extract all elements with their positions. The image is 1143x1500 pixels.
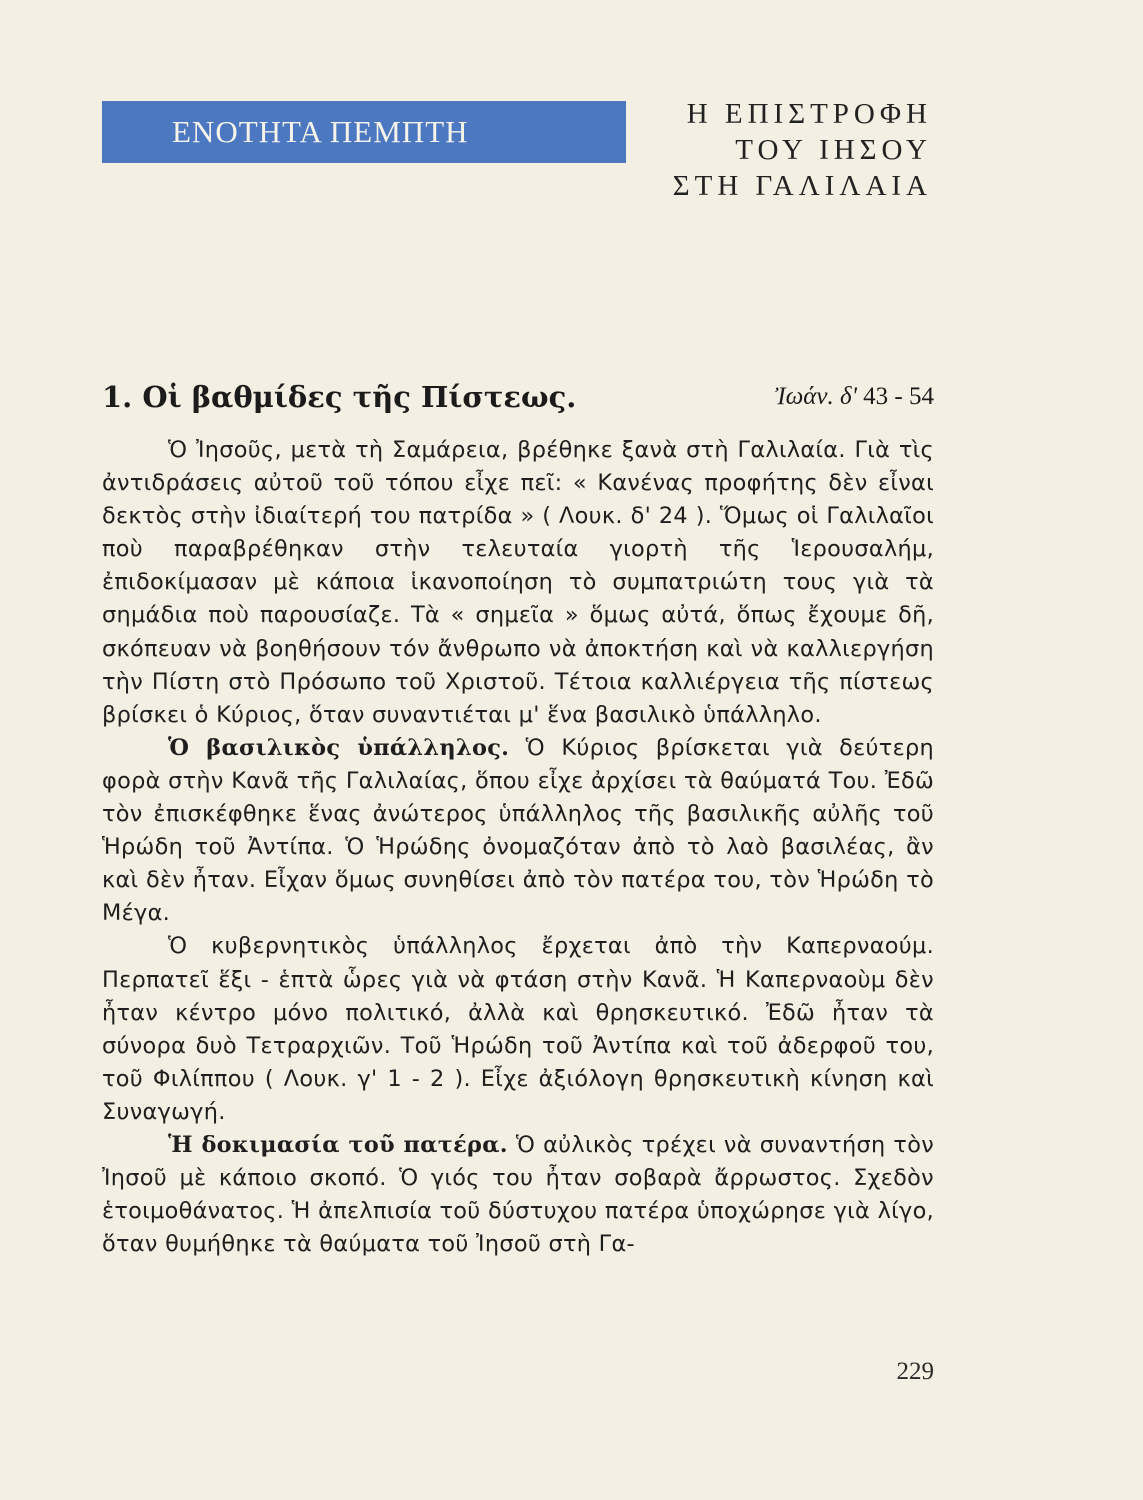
body-text (102, 434, 934, 1261)
paragraph-lead: Ὁ βασιλικὸς ὑπάλληλος. (168, 734, 510, 761)
unit-banner (102, 101, 626, 163)
chapter-title (640, 96, 932, 204)
paragraph-lead: Ἡ δοκιμασία τοῦ πατέρα. (168, 1131, 508, 1158)
section-heading (102, 380, 934, 430)
chapter-title-line: ΤΟΥ ΙΗΣΟΥ (735, 134, 932, 166)
section-title: 1. Οἱ βαθμίδες τῆς Πίστεως. (102, 380, 577, 414)
paragraph (102, 1129, 934, 1261)
paragraph-text: Ὁ Κύριος βρίσκεται γιὰ δεύτερη φορὰ στὴν Κανᾶ τῆς Γαλιλαίας, ὅπου εἶχε ἀρχίσει τὰ θαύματά Του. Ἐδῶ τὸν ἐπισκέφθηκε ἕνας ἀνώτερος ὑπάλληλος τῆς βασιλικῆς αὐλῆς τοῦ Ἡρώδη τοῦ Ἀντίπα. Ὁ Ἡρώδης ὀνομαζόταν ἀπὸ τὸ λαὸ βασιλέας, ἂν καὶ δὲν ἦταν. Εἶχαν ὅμως συνηθίσει ἀπὸ τὸν πατέρα του, τὸν Ἡρώδη τὸ Μέγα. (102, 734, 934, 927)
paragraph-text: Ὁ κυβερνητικὸς ὑπάλληλος ἔρχεται ἀπὸ τὴν Καπερναούμ. Περπατεῖ ἕξι - ἑπτὰ ὧρες γιὰ νὰ φτάση στὴν Κανᾶ. Ἡ Καπερναοὺμ δὲν ἦταν κέντρο μόνο πολιτικό, ἀλλὰ καὶ θρησκευτικό. Ἐδῶ ἦταν τὰ σύνορα δυὸ Τετραρχιῶν. Τοῦ Ἡρώδη τοῦ Ἀντίπα καὶ τοῦ ἀδερφοῦ του, τοῦ Φιλίππου ( Λουκ. γ' 1 - 2 ). Εἶχε ἀξιόλογη θρησκευτικὴ κίνηση καὶ Συναγωγή. (102, 933, 934, 1125)
paragraph-text: Ὁ Ἰησοῦς, μετὰ τὴ Σαμάρεια, βρέθηκε ξανὰ στὴ Γαλιλαία. Γιὰ τὶς ἀντιδράσεις αὐτοῦ τοῦ τόπου εἶχε πεῖ: « Κανένας προφήτης δὲν εἶναι δεκτὸς στὴν ἰδιαίτερή του πατρίδα » ( Λουκ. δ' 24 ). Ὅμως οἱ Γαλιλαῖοι ποὺ παραβρέθηκαν στὴν τελευταία γιορτὴ τῆς Ἱερουσαλήμ, ἐπιδοκίμασαν μὲ κάποια ἱκανοποίηση τὸ συμπατριώτη τους γιὰ τὰ σημάδια ποὺ παρουσίαζε. Τὰ « σημεῖα » ὅμως αὐτά, ὅπως ἔχουμε δῆ, σκόπευαν νὰ βοηθήσουν τόν ἄνθρωπο νὰ ἀποκτήση καὶ νὰ καλλιεργήση τὴν Πίστη στὸ Πρόσωπο τοῦ Χριστοῦ. Τέτοια καλλιέργεια τῆς πίστεως βρίσκει ὁ Κύριος, ὅταν συναντιέται μ' ἕνα βασιλικὸ ὑπάλληλο. (102, 437, 934, 728)
chapter-title-line: Η ΕΠΙΣΤΡΟΦΗ (686, 98, 932, 130)
reference-verses: 43 - 54 (863, 383, 934, 410)
reference-book: Ἰωάν. (774, 383, 834, 410)
paragraph (102, 434, 934, 732)
page-number: 229 (896, 1358, 934, 1385)
unit-label: ΕΝΟΤΗΤΑ ΠΕΜΠΤΗ (172, 114, 469, 149)
reference-chapter: δ' (839, 383, 857, 410)
paragraph-text: Ὁ αὐλικὸς τρέχει νὰ συναντήση τὸν Ἰησοῦ μὲ κάποιο σκοπό. Ὁ γιός του ἦταν σοβαρὰ ἄρρωστος. Σχεδὸν ἑτοιμοθάνατος. Ἡ ἀπελπισία τοῦ δύστυχου πατέρα ὑποχώρησε γιὰ λίγο, ὅταν θυμήθηκε τὰ θαύματα τοῦ Ἰησοῦ στὴ Γα- (102, 1131, 934, 1258)
paragraph (102, 930, 934, 1129)
scripture-reference (775, 383, 934, 411)
chapter-title-line: ΣΤΗ ΓΑΛΙΛΑΙΑ (672, 170, 932, 202)
paragraph (102, 732, 934, 931)
